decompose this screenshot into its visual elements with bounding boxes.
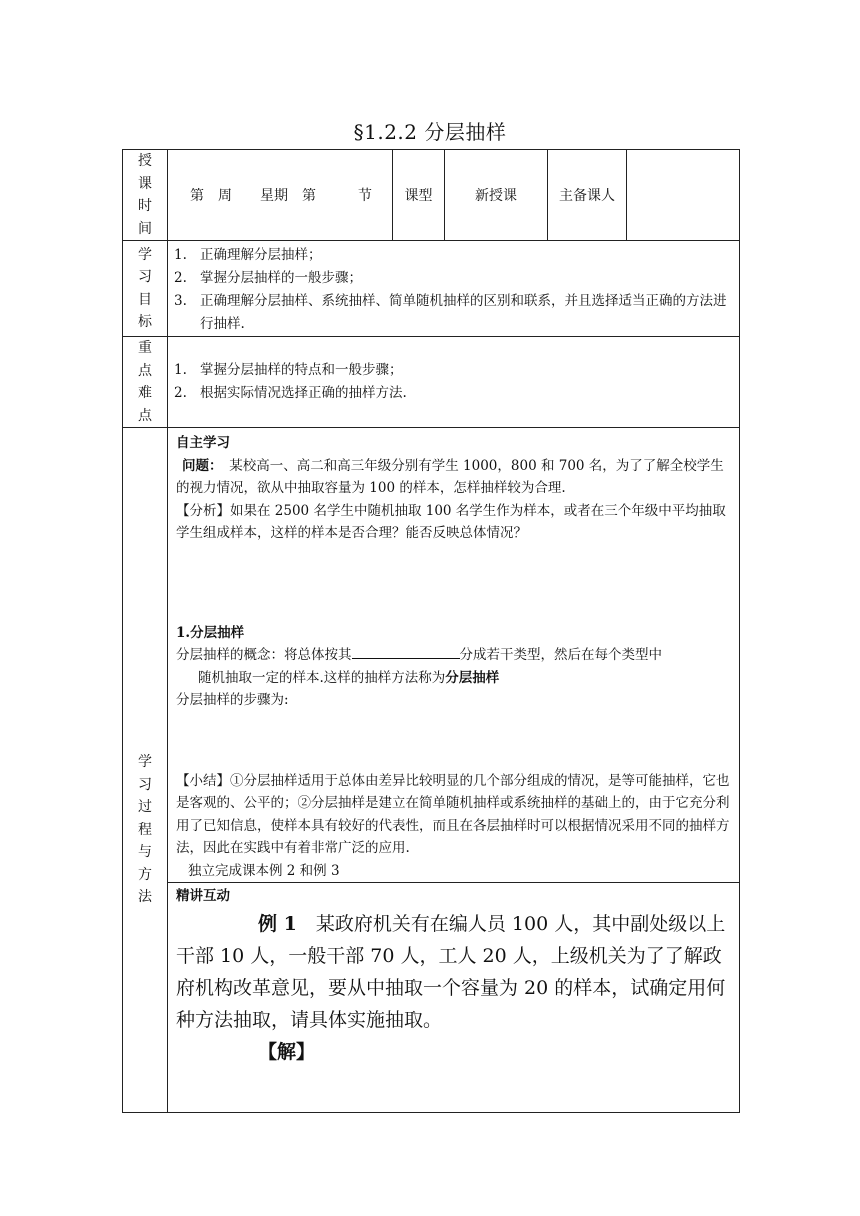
goals-list <box>168 241 739 336</box>
self-study-content <box>168 428 740 883</box>
solution-label: 【解】 <box>258 1040 316 1063</box>
steps-text: 分层抽样的步骤为: <box>176 692 289 708</box>
key-points-label-char: 重 <box>138 340 152 356</box>
process-label-char: 法 <box>138 889 152 906</box>
goals-label-char: 习 <box>138 269 152 285</box>
key-points-label-char: 难 <box>138 385 152 401</box>
goals-label-char: 目 <box>138 291 152 308</box>
time-value: 第 周 星期 第 节 <box>168 150 393 241</box>
process-label-char: 学 <box>138 754 152 771</box>
key-points-label-cell <box>123 337 168 428</box>
example-paragraph <box>176 908 733 1036</box>
process-label-char: 方 <box>138 866 152 883</box>
preparer-value <box>627 150 740 241</box>
example-label: 例 1 <box>258 912 297 935</box>
list-item <box>174 244 733 267</box>
time-label-char: 课 <box>138 175 152 192</box>
example-text: 某政府机关有在编人员 100 人，其中副处级以上干部 10 人，一般干部 70 人，工人 20 人，上级机关为了了解政府机构改革意见，要从中抽取一个容量为 20 的样本，试确定用何种方法抽取，请具体实施抽取。 <box>176 912 726 1031</box>
item-number: 1. <box>174 362 187 378</box>
list-item <box>174 267 733 290</box>
item-text: 根据实际情况选择正确的抽样方法. <box>200 385 407 401</box>
interaction-heading: 精讲互动 <box>176 888 230 904</box>
key-points-content <box>168 337 740 428</box>
interaction-row <box>123 883 740 1113</box>
analysis-paragraph <box>176 500 733 545</box>
concept-mid: 分成若干类型，然后在每个类型中 <box>459 647 662 663</box>
interaction-content <box>168 883 740 1113</box>
list-item <box>174 382 733 405</box>
type-value: 新授课 <box>445 150 548 241</box>
concept-rest: 随机抽取一定的样本.这样的抽样方法称为 <box>198 669 446 686</box>
item-number: 1. <box>174 247 187 263</box>
self-study-heading: 自主学习 <box>176 435 230 451</box>
goals-label-char: 标 <box>138 314 152 330</box>
key-points-list <box>168 359 739 405</box>
summary-paragraph <box>176 770 733 860</box>
header-row <box>123 150 740 241</box>
concept-continuation <box>176 667 733 690</box>
page-title: §1.2.2 分层抽样 <box>353 120 507 144</box>
concept-prefix: 分层抽样的概念：将总体按其 <box>176 647 352 663</box>
analysis-text: 如果在 2500 名学生中随机抽取 100 名学生作为样本，或者在三个年级中平均抽取学生组成样本，这样的样本是否合理？能否反映总体情况？ <box>176 502 726 541</box>
key-points-label-char: 点 <box>138 362 152 379</box>
goals-label-cell <box>123 241 168 337</box>
lesson-plan-table <box>122 149 740 1113</box>
concept-paragraph <box>176 644 733 667</box>
list-item <box>174 290 733 336</box>
time-label-cell <box>123 150 168 241</box>
concept-term: 分层抽样 <box>445 669 500 686</box>
key-points-row <box>123 337 740 428</box>
item-number: 3. <box>174 293 187 309</box>
goals-row <box>123 241 740 337</box>
summary-label: 【小结】 <box>176 772 230 789</box>
process-label-char: 程 <box>138 821 152 838</box>
goals-label-char: 学 <box>138 246 152 263</box>
fill-in-blank[interactable] <box>352 644 460 659</box>
item-text: 正确理解分层抽样、系统抽样、简单随机抽样的区别和联系，并且选择适当正确的方法进行抽样. <box>200 293 727 332</box>
item-number: 2. <box>174 270 187 286</box>
question-text: 某校高一、高二和高三年级分别有学生 1000，800 和 700 名，为了了解全校学生的视力情况，欲从中抽取容量为 100 的样本，怎样抽样较为合理. <box>176 457 724 496</box>
question-label: 问题： <box>182 457 216 474</box>
preparer-label: 主备课人 <box>548 150 627 241</box>
key-points-label-char: 点 <box>138 407 152 424</box>
process-label-char: 过 <box>138 799 152 816</box>
independent-task: 独立完成课本例 2 和例 3 <box>188 862 340 879</box>
process-label-char: 与 <box>138 844 152 861</box>
item-number: 2. <box>174 385 187 401</box>
analysis-label: 【分析】 <box>176 502 230 519</box>
process-label-cell <box>123 428 168 1113</box>
list-item <box>174 359 733 382</box>
goals-content <box>168 241 740 337</box>
self-study-row <box>123 428 740 883</box>
process-label-char: 习 <box>138 776 152 793</box>
type-label: 课型 <box>393 150 445 241</box>
time-label-char: 间 <box>138 220 152 237</box>
summary-text: ①分层抽样适用于总体由差异比较明显的几个部分组成的情况，是等可能抽样，它也是客观的、公平的；②分层抽样是建立在简单随机抽样或系统抽样的基础上的，由于它充分利用了已知信息，使样本具有较好的代表性，而且在各层抽样时可以根据情况采用不同的抽样方法，因此在实践中有着非常广泛的应用. <box>176 772 730 856</box>
item-text: 掌握分层抽样的特点和一般步骤； <box>200 362 403 378</box>
section-heading: 1.分层抽样 <box>176 624 245 641</box>
time-label-char: 时 <box>138 198 152 214</box>
item-text: 掌握分层抽样的一般步骤； <box>200 270 362 286</box>
question-paragraph <box>176 455 733 500</box>
time-label-char: 授 <box>138 153 152 169</box>
item-text: 正确理解分层抽样； <box>200 247 322 263</box>
